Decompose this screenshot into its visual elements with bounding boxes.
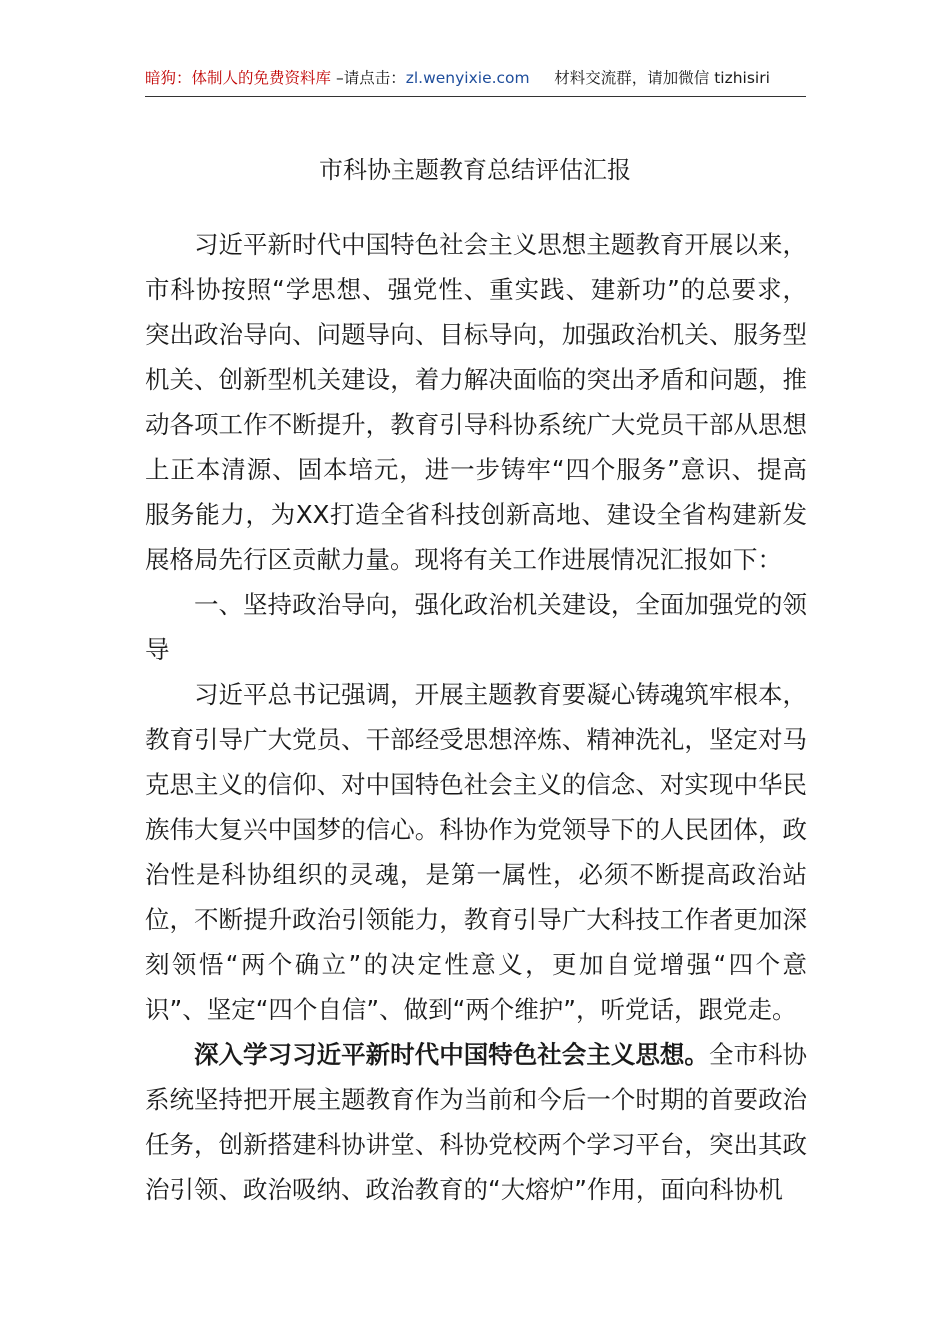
paragraph-lead-bold: 深入学习习近平新时代中国特色社会主义思想。 (194, 1040, 709, 1069)
paragraph-section-1: 习近平总书记强调，开展主题教育要凝心铸魂筑牢根本，教育引导广大党员、干部经受思想淬炼、精神洗礼，坚定对马克思主义的信仰、对中国特色社会主义的信念、对实现中华民族伟大复兴中国梦的信心。科协作为党领导下的人民团体，政治性是科协组织的灵魂，是第一属性，必须不断提高政治站位，不断提升政治引领能力，教育引导广大科技工作者更加深刻领悟“两个确立”的决定性意义，更加自觉增强“四个意识”、坚定“四个自信”、做到“两个维护”，听党话，跟党走。 (145, 680, 807, 1024)
paragraph-intro: 习近平新时代中国特色社会主义思想主题教育开展以来，市科协按照“学思想、强党性、重实践、建新功”的总要求，突出政治导向、问题导向、目标导向，加强政治机关、服务型机关、创新型机关建设，着力解决面临的突出矛盾和问题，推动各项工作不断提升，教育引导科协系统广大党员干部从思想上正本清源、固本培元，进一步铸牢“四个服务”意识、提高服务能力，为XX打造全省科技创新高地、建设全省构建新发展格局先行区贡献力量。现将有关工作进展情况汇报如下： (145, 230, 807, 574)
paragraph-study (145, 1032, 807, 1212)
header-brand: 暗狗：体制人的免费资料库 (145, 69, 332, 87)
paragraph-study-text: 全市科协系统坚持把开展主题教育作为当前和今后一个时期的首要政治任务，创新搭建科协讲堂、科协党校两个学习平台，突出其政治引领、政治吸纳、政治教育的“大熔炉”作用，面向科协机 (145, 1040, 807, 1204)
section-heading-1: 一、坚持政治导向，强化政治机关建设，全面加强党的领导 (145, 590, 807, 664)
header-contact: 材料交流群，请加微信 tizhisiri (529, 69, 770, 87)
header-click-prefix: –请点击： (331, 69, 406, 87)
page-header (145, 60, 806, 97)
header-url-link[interactable]: zl.wenyixie.com (405, 69, 530, 87)
document-title: 市科协主题教育总结评估汇报 (319, 156, 631, 184)
document-body (145, 222, 807, 1212)
